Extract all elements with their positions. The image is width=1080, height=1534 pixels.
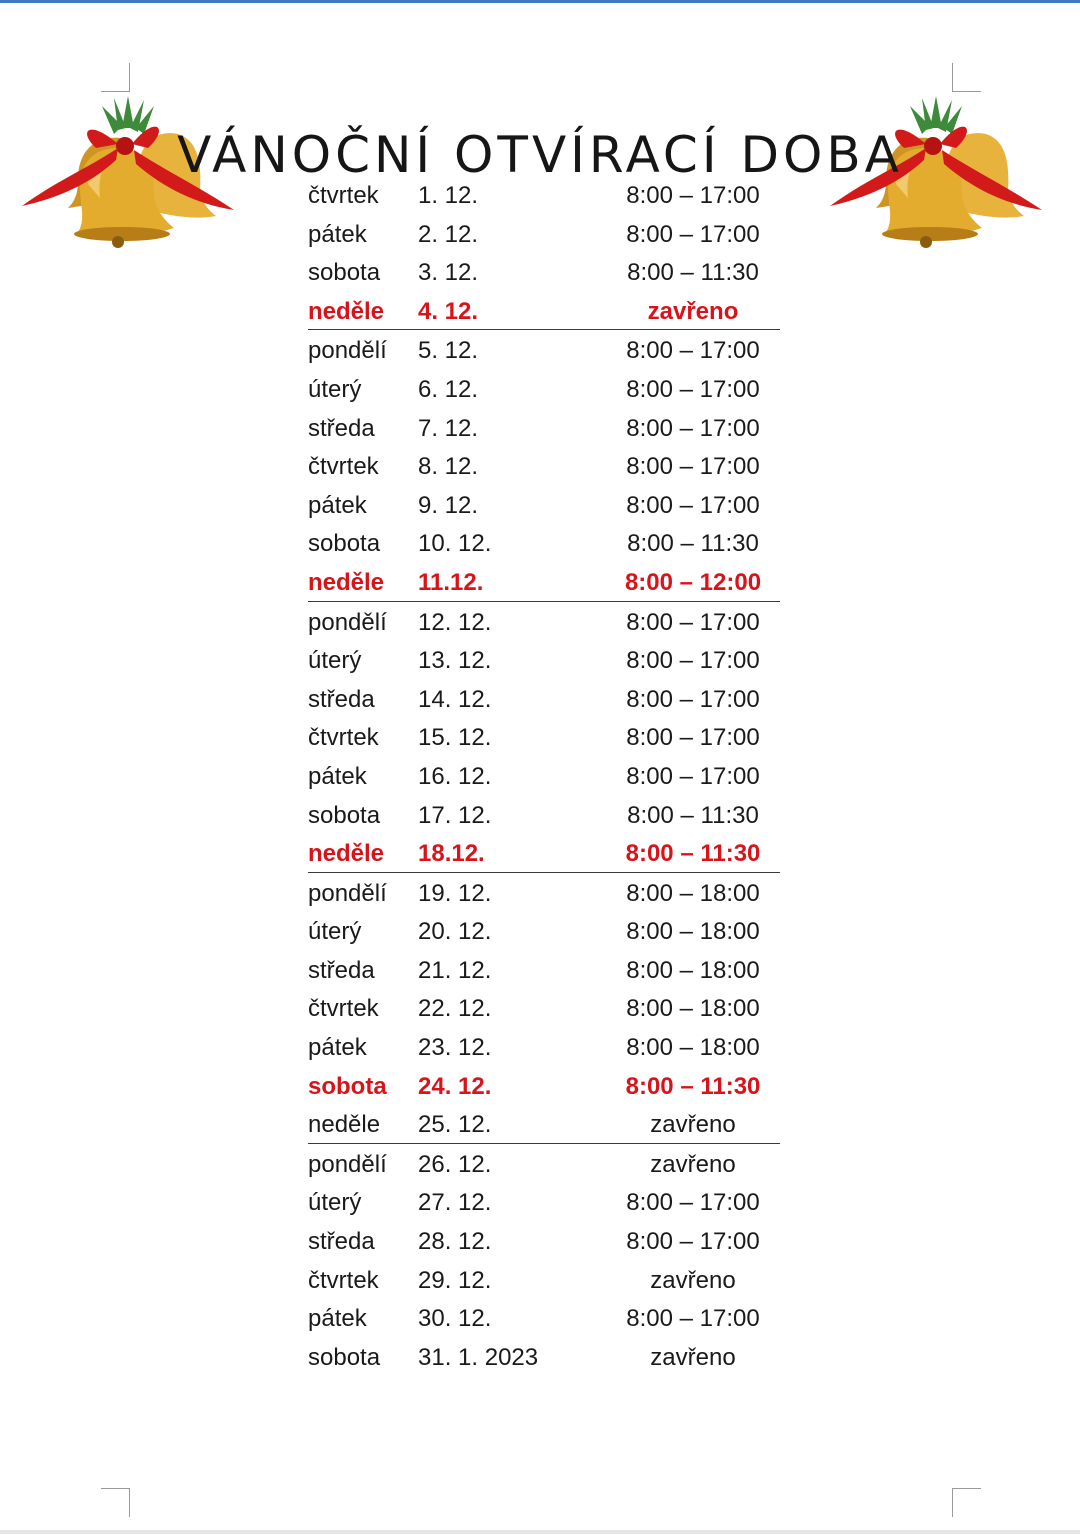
- page-title: VÁNOČNÍ OTVÍRACÍ DOBA: [177, 125, 903, 184]
- schedule-row: [308, 1337, 780, 1376]
- date: 6. 12.: [418, 375, 479, 403]
- opening-hours: 8:00 – 17:00: [626, 762, 760, 790]
- schedule-row: [308, 485, 780, 524]
- opening-hours: 8:00 – 11:30: [627, 530, 759, 558]
- date: 24. 12.: [418, 1072, 492, 1100]
- day-name: neděle: [308, 568, 385, 596]
- day-name: neděle: [308, 1111, 381, 1139]
- opening-hours: 8:00 – 17:00: [626, 337, 760, 365]
- day-name: sobota: [308, 259, 381, 287]
- date: 29. 12.: [418, 1266, 492, 1294]
- date: 5. 12.: [418, 337, 479, 365]
- window-top-border: [0, 0, 1080, 3]
- opening-hours: 8:00 – 17:00: [626, 685, 760, 713]
- date: 1. 12.: [418, 182, 479, 209]
- date: 10. 12.: [418, 530, 492, 558]
- schedule-row: [308, 408, 780, 447]
- day-name: sobota: [308, 801, 381, 829]
- date: 19. 12.: [418, 879, 492, 907]
- date: 8. 12.: [418, 453, 479, 481]
- opening-hours: 8:00 – 18:00: [626, 956, 760, 984]
- schedule-row: [308, 1066, 780, 1105]
- crop-mark-bottom-right: [952, 1488, 981, 1517]
- day-name: sobota: [308, 530, 381, 558]
- schedule-row: [308, 523, 780, 562]
- schedule-row: [308, 873, 780, 912]
- date: 23. 12.: [418, 1034, 492, 1062]
- opening-hours: 8:00 – 11:30: [627, 259, 759, 287]
- opening-hours: 8:00 – 18:00: [626, 995, 760, 1023]
- day-name: čtvrtek: [308, 1266, 379, 1294]
- date: 12. 12.: [418, 608, 492, 636]
- day-name: středa: [308, 685, 375, 713]
- day-name: středa: [308, 414, 375, 442]
- schedule-row: [308, 252, 780, 291]
- date: 26. 12.: [418, 1150, 492, 1178]
- opening-hours: 8:00 – 17:00: [626, 724, 760, 752]
- schedule-row: [308, 1260, 780, 1299]
- date: 9. 12.: [418, 491, 479, 519]
- schedule-row: [308, 640, 780, 679]
- opening-hours: 8:00 – 18:00: [626, 1034, 760, 1062]
- schedule-row: [308, 369, 780, 408]
- opening-hours: 8:00 – 17:00: [626, 491, 760, 519]
- day-name: pondělí: [308, 879, 387, 907]
- day-name: čtvrtek: [308, 724, 379, 752]
- day-name: pátek: [308, 1305, 367, 1333]
- opening-hours: zavřeno: [650, 1266, 736, 1294]
- opening-hours: 8:00 – 17:00: [626, 1305, 760, 1333]
- date: 28. 12.: [418, 1228, 492, 1256]
- schedule-row: [308, 717, 780, 756]
- opening-hours: 8:00 – 17:00: [626, 220, 760, 248]
- opening-hours: 8:00 – 17:00: [626, 453, 760, 481]
- schedule-row: [308, 1298, 780, 1337]
- opening-hours: 8:00 – 17:00: [626, 414, 760, 442]
- schedule-row: [308, 1182, 780, 1221]
- day-name: pátek: [308, 491, 367, 519]
- opening-hours: 8:00 – 11:30: [627, 801, 759, 829]
- day-name: pondělí: [308, 337, 387, 365]
- day-name: neděle: [308, 297, 385, 325]
- date: 11.12.: [418, 568, 484, 596]
- day-name: úterý: [308, 375, 362, 403]
- date: 14. 12.: [418, 685, 492, 713]
- date: 4. 12.: [418, 297, 479, 325]
- day-name: úterý: [308, 647, 362, 675]
- date: 27. 12.: [418, 1189, 492, 1217]
- day-name: čtvrtek: [308, 995, 379, 1023]
- date: 13. 12.: [418, 647, 492, 675]
- date: 31. 1. 2023: [418, 1343, 539, 1371]
- day-name: úterý: [308, 1189, 362, 1217]
- opening-hours: 8:00 – 17:00: [626, 1189, 760, 1217]
- schedule-row: [308, 756, 780, 795]
- opening-hours: zavřeno: [650, 1150, 736, 1178]
- day-name: pondělí: [308, 1150, 387, 1178]
- day-name: čtvrtek: [308, 182, 379, 209]
- date: 7. 12.: [418, 414, 479, 442]
- day-name: pátek: [308, 220, 367, 248]
- date: 25. 12.: [418, 1111, 492, 1139]
- date: 21. 12.: [418, 956, 492, 984]
- date: 17. 12.: [418, 801, 492, 829]
- schedule-row: [308, 950, 780, 989]
- opening-hours: zavřeno: [650, 1111, 736, 1139]
- schedule-row: [308, 911, 780, 950]
- schedule-row: [308, 1221, 780, 1260]
- date: 16. 12.: [418, 762, 492, 790]
- schedule-row: [308, 1027, 780, 1066]
- opening-hours: 8:00 – 12:00: [624, 568, 762, 596]
- schedule-row: [308, 679, 780, 718]
- opening-hours: 8:00 – 11:30: [625, 1072, 761, 1100]
- schedule-row: [308, 446, 780, 485]
- day-name: čtvrtek: [308, 453, 379, 481]
- schedule-row: [308, 1104, 780, 1144]
- day-name: pondělí: [308, 608, 387, 636]
- schedule-row: [308, 562, 780, 602]
- opening-hours: 8:00 – 11:30: [625, 840, 761, 868]
- date: 2. 12.: [418, 220, 479, 248]
- schedule-row: [308, 795, 780, 834]
- schedule-row: [308, 602, 780, 641]
- crop-mark-bottom-left: [101, 1488, 130, 1517]
- day-name: pátek: [308, 762, 367, 790]
- day-name: středa: [308, 956, 375, 984]
- schedule-row: [308, 1144, 780, 1183]
- day-name: sobota: [308, 1072, 387, 1100]
- schedule-row: [308, 175, 780, 214]
- opening-hours: 8:00 – 17:00: [626, 375, 760, 403]
- opening-hours: 8:00 – 17:00: [626, 1228, 760, 1256]
- date: 22. 12.: [418, 995, 492, 1023]
- day-name: pátek: [308, 1034, 367, 1062]
- opening-hours: zavřeno: [650, 1343, 736, 1371]
- schedule-row: [308, 833, 780, 873]
- opening-hours: 8:00 – 17:00: [626, 608, 760, 636]
- opening-hours: 8:00 – 17:00: [626, 647, 760, 675]
- date: 3. 12.: [418, 259, 479, 287]
- opening-hours-schedule: [308, 175, 780, 1375]
- day-name: úterý: [308, 918, 362, 946]
- opening-hours: 8:00 – 18:00: [626, 879, 760, 907]
- opening-hours: 8:00 – 17:00: [626, 182, 760, 209]
- day-name: středa: [308, 1228, 375, 1256]
- schedule-row: [308, 330, 780, 369]
- date: 18.12.: [418, 840, 485, 868]
- day-name: sobota: [308, 1343, 381, 1371]
- opening-hours: 8:00 – 18:00: [626, 918, 760, 946]
- date: 20. 12.: [418, 918, 492, 946]
- schedule-row: [308, 214, 780, 253]
- schedule-row: [308, 988, 780, 1027]
- date: 30. 12.: [418, 1305, 492, 1333]
- day-name: neděle: [308, 840, 385, 868]
- opening-hours: zavřeno: [647, 297, 739, 325]
- schedule-row: [308, 291, 780, 331]
- window-bottom-border: [0, 1530, 1080, 1534]
- date: 15. 12.: [418, 724, 492, 752]
